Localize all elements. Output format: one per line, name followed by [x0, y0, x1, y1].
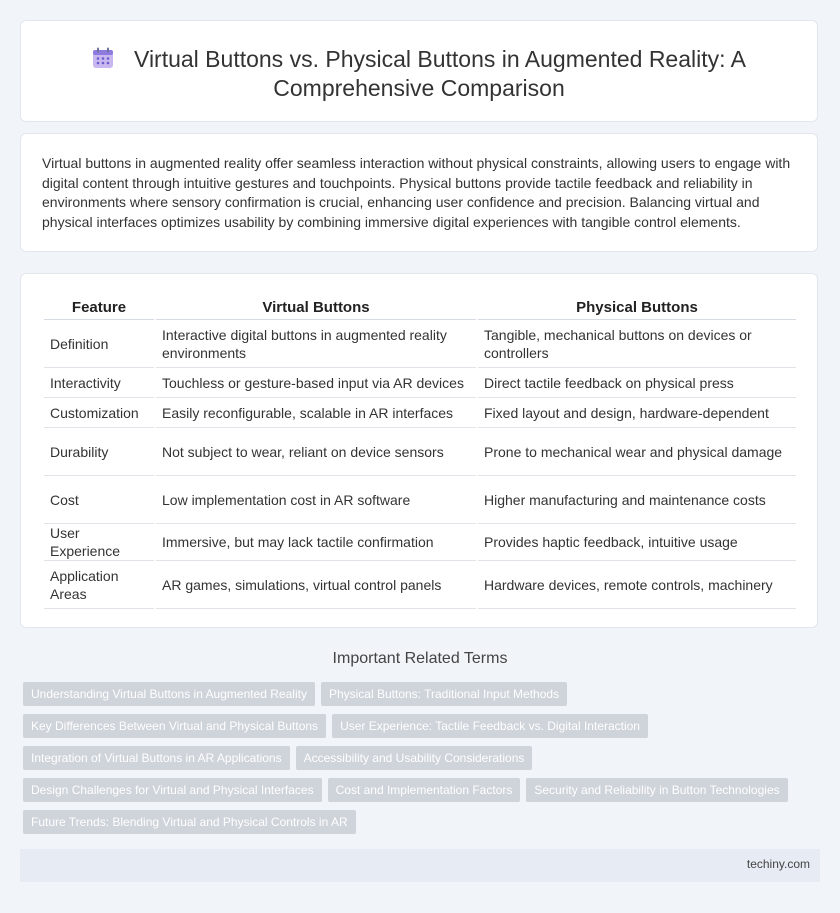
comparison-card [20, 273, 818, 628]
table-cell: Low implementation cost in AR software [156, 476, 476, 524]
page-title [61, 45, 777, 103]
related-term-tag[interactable]: User Experience: Tactile Feedback vs. Digital Interaction [332, 714, 648, 738]
table-cell: Cost [44, 476, 154, 524]
table-row [44, 368, 796, 398]
footer [20, 849, 820, 882]
table-row [44, 524, 796, 561]
related-term-tag[interactable]: Key Differences Between Virtual and Physical Buttons [23, 714, 326, 738]
page-title-text: Virtual Buttons vs. Physical Buttons in Augmented Reality: A Comprehensive Comparison [134, 46, 746, 101]
table-row [44, 320, 796, 368]
table-cell: Customization [44, 398, 154, 428]
table-cell: Definition [44, 320, 154, 368]
table-cell: Prone to mechanical wear and physical damage [478, 428, 796, 476]
footer-site-link[interactable]: techiny.com [746, 857, 810, 871]
column-header: Feature [44, 296, 154, 320]
table-cell: Immersive, but may lack tactile confirmation [156, 524, 476, 561]
table-cell: Direct tactile feedback on physical press [478, 368, 796, 398]
related-term-tag[interactable]: Design Challenges for Virtual and Physical Interfaces [23, 778, 322, 802]
table-row [44, 476, 796, 524]
table-cell: Higher manufacturing and maintenance costs [478, 476, 796, 524]
related-term-tag[interactable]: Future Trends: Blending Virtual and Physical Controls in AR [23, 810, 356, 834]
table-cell: User Experience [44, 524, 154, 561]
table-cell: Interactivity [44, 368, 154, 398]
table-cell: Tangible, mechanical buttons on devices or controllers [478, 320, 796, 368]
related-term-tag[interactable]: Integration of Virtual Buttons in AR Applications [23, 746, 290, 770]
intro-card [20, 133, 818, 252]
comparison-table [42, 296, 798, 609]
related-term-tag[interactable]: Cost and Implementation Factors [328, 778, 521, 802]
column-header: Virtual Buttons [156, 296, 476, 320]
table-cell: Touchless or gesture-based input via AR devices [156, 368, 476, 398]
header-card [20, 20, 818, 122]
related-term-tag[interactable]: Physical Buttons: Traditional Input Methods [321, 682, 567, 706]
related-terms-title: Important Related Terms [332, 650, 508, 667]
table-cell: Hardware devices, remote controls, machinery [478, 561, 796, 609]
column-header: Physical Buttons [478, 296, 796, 320]
calendar-icon [92, 47, 114, 69]
intro-text: Virtual buttons in augmented reality offer seamless interaction without physical constraints, allowing users to engage with digital content through intuitive gestures and touchpoints. Physical buttons provide tactile feedback and reliability in environments where sensory confirmation is crucial, enhancing user confidence and precision. Balancing virtual and physical interfaces optimizes usability by combining immersive digital experiences with tangible control elements. [42, 155, 791, 230]
table-header-row [44, 296, 796, 320]
table-row [44, 428, 796, 476]
table-cell: Interactive digital buttons in augmented reality environments [156, 320, 476, 368]
related-term-tag[interactable]: Security and Reliability in Button Technologies [526, 778, 787, 802]
table-cell: Durability [44, 428, 154, 476]
related-terms-list [23, 682, 813, 834]
related-term-tag[interactable]: Understanding Virtual Buttons in Augmented Reality [23, 682, 315, 706]
table-row [44, 561, 796, 609]
table-cell: Not subject to wear, reliant on device sensors [156, 428, 476, 476]
table-cell: Provides haptic feedback, intuitive usage [478, 524, 796, 561]
table-cell: Application Areas [44, 561, 154, 609]
related-term-tag[interactable]: Accessibility and Usability Considerations [296, 746, 533, 770]
table-cell: AR games, simulations, virtual control panels [156, 561, 476, 609]
table-cell: Fixed layout and design, hardware-dependent [478, 398, 796, 428]
table-row [44, 398, 796, 428]
table-cell: Easily reconfigurable, scalable in AR interfaces [156, 398, 476, 428]
